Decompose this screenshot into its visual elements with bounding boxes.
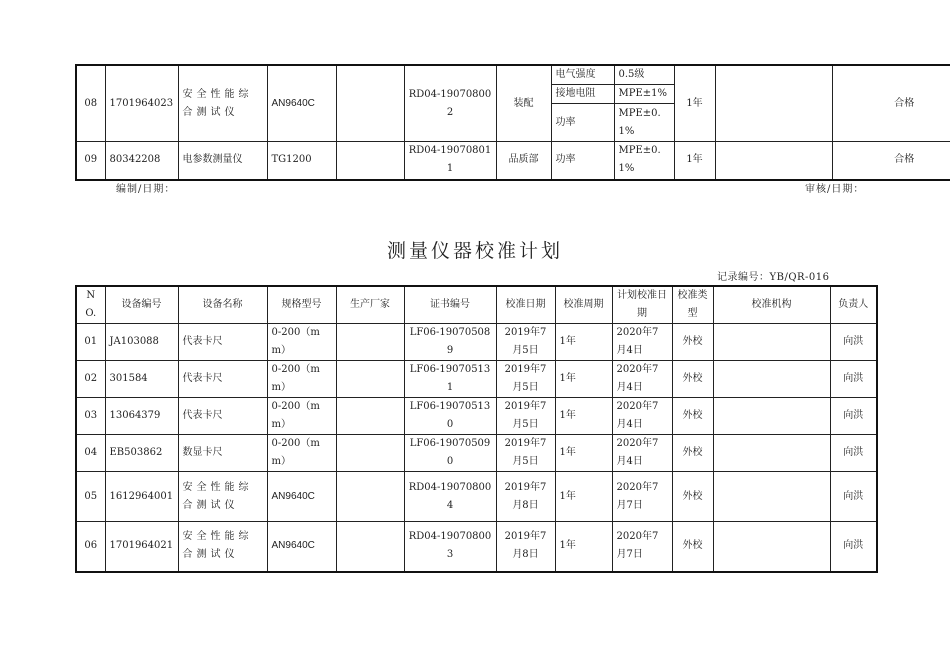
calibration-cycle: 1年 — [555, 435, 612, 472]
row-no: 04 — [76, 435, 105, 472]
equipment-name: 数显卡尺 — [178, 435, 267, 472]
calibration-date: 2019年7月5日 — [496, 361, 555, 398]
result: 合格 — [832, 142, 950, 180]
certificate-number: RD04-190708004 — [404, 472, 496, 522]
page-title: 测量仪器校准计划 — [386, 240, 563, 262]
model-spec: TG1200 — [267, 142, 336, 180]
manufacturer — [336, 324, 404, 361]
table-row — [76, 142, 950, 180]
certificate-number: RD04-190708011 — [404, 142, 496, 180]
equipment-name: 安全性能综合测试仪 — [178, 65, 267, 142]
header-row — [76, 286, 877, 324]
record-number: 记录编号：YB/QR-016 — [717, 272, 830, 283]
table-row — [76, 522, 877, 572]
row-no: 01 — [76, 324, 105, 361]
model-spec: 0-200（mm） — [267, 398, 336, 435]
calibration-type: 外校 — [672, 472, 713, 522]
calibration-date: 2019年7月8日 — [496, 472, 555, 522]
accuracy: MPE±1% — [614, 85, 674, 104]
manufacturer — [336, 435, 404, 472]
accuracy: MPE±0.1% — [614, 142, 674, 180]
equipment-number: JA103088 — [105, 324, 178, 361]
table-row — [76, 65, 950, 85]
parameter: 功率 — [551, 104, 614, 142]
header-cell: 计划校准日期 — [612, 286, 672, 324]
calibration-cycle: 1年 — [555, 398, 612, 435]
calibration-cycle: 1年 — [674, 65, 715, 142]
manufacturer — [336, 522, 404, 572]
owner: 向洪 — [830, 435, 877, 472]
department: 装配 — [496, 65, 551, 142]
model-spec: AN9640C — [267, 65, 336, 142]
planned-date: 2020年7月7日 — [612, 472, 672, 522]
owner: 向洪 — [830, 361, 877, 398]
equipment-name: 代表卡尺 — [178, 398, 267, 435]
certificate-number: LF06-190705131 — [404, 361, 496, 398]
header-cell: 校准周期 — [555, 286, 612, 324]
calibration-agency — [715, 65, 832, 142]
equipment-name: 安全性能综合测试仪 — [178, 522, 267, 572]
table-row — [76, 472, 877, 522]
planned-date: 2020年7月7日 — [612, 522, 672, 572]
planned-date: 2020年7月4日 — [612, 398, 672, 435]
parameter: 功率 — [551, 142, 614, 180]
calibration-agency — [713, 361, 830, 398]
calibration-cycle: 1年 — [555, 361, 612, 398]
planned-date: 2020年7月4日 — [612, 361, 672, 398]
header-cell: 校准机构 — [713, 286, 830, 324]
calibration-date: 2019年7月5日 — [496, 324, 555, 361]
accuracy: 0.5级 — [614, 65, 674, 85]
calibration-date: 2019年7月8日 — [496, 522, 555, 572]
manufacturer — [336, 361, 404, 398]
calibration-cycle: 1年 — [674, 142, 715, 180]
header-cell: NO. — [76, 286, 105, 324]
certificate-number: RD04-190708002 — [404, 65, 496, 142]
equipment-name: 代表卡尺 — [178, 324, 267, 361]
table-row — [76, 435, 877, 472]
planned-date: 2020年7月4日 — [612, 435, 672, 472]
equipment-number: EB503862 — [105, 435, 178, 472]
calibration-cycle: 1年 — [555, 522, 612, 572]
equipment-number: 1701964023 — [105, 65, 178, 142]
owner: 向洪 — [830, 472, 877, 522]
top-equipment-table — [75, 64, 950, 181]
calibration-type: 外校 — [672, 398, 713, 435]
calibration-type: 外校 — [672, 361, 713, 398]
header-cell: 生产厂家 — [336, 286, 404, 324]
manufacturer — [336, 65, 404, 142]
calibration-cycle: 1年 — [555, 324, 612, 361]
header-cell: 设备编号 — [105, 286, 178, 324]
model-spec: 0-200（mm） — [267, 361, 336, 398]
model-spec: 0-200（mm） — [267, 435, 336, 472]
manufacturer — [336, 142, 404, 180]
certificate-number: RD04-190708003 — [404, 522, 496, 572]
header-cell: 校准日期 — [496, 286, 555, 324]
equipment-number: 13064379 — [105, 398, 178, 435]
accuracy: MPE±0.1% — [614, 104, 674, 142]
table-row — [76, 361, 877, 398]
header-cell: 规格型号 — [267, 286, 336, 324]
row-no: 08 — [76, 65, 105, 142]
calibration-type: 外校 — [672, 435, 713, 472]
calibration-agency — [713, 522, 830, 572]
row-no: 05 — [76, 472, 105, 522]
calibration-type: 外校 — [672, 324, 713, 361]
parameter: 接地电阻 — [551, 85, 614, 104]
calibration-cycle: 1年 — [555, 472, 612, 522]
header-cell: 设备名称 — [178, 286, 267, 324]
certificate-number: LF06-190705090 — [404, 435, 496, 472]
planned-date: 2020年7月4日 — [612, 324, 672, 361]
certificate-number: LF06-190705130 — [404, 398, 496, 435]
result: 合格 — [832, 65, 950, 142]
reviewed-by-label: 审核/日期： — [805, 184, 865, 195]
calibration-date: 2019年7月5日 — [496, 398, 555, 435]
row-no: 02 — [76, 361, 105, 398]
row-no: 03 — [76, 398, 105, 435]
calibration-date: 2019年7月5日 — [496, 435, 555, 472]
calibration-type: 外校 — [672, 522, 713, 572]
table-row — [76, 324, 877, 361]
department: 品质部 — [496, 142, 551, 180]
equipment-name: 代表卡尺 — [178, 361, 267, 398]
model-spec: 0-200（mm） — [267, 324, 336, 361]
model-spec: AN9640C — [267, 472, 336, 522]
owner: 向洪 — [830, 522, 877, 572]
calibration-plan-table — [75, 285, 878, 573]
equipment-number: 80342208 — [105, 142, 178, 180]
calibration-agency — [715, 142, 832, 180]
manufacturer — [336, 398, 404, 435]
equipment-number: 1612964001 — [105, 472, 178, 522]
row-no: 06 — [76, 522, 105, 572]
prepared-by-label: 编制/日期： — [116, 184, 176, 195]
equipment-number: 301584 — [105, 361, 178, 398]
row-no: 09 — [76, 142, 105, 180]
manufacturer — [336, 472, 404, 522]
calibration-agency — [713, 472, 830, 522]
calibration-agency — [713, 398, 830, 435]
calibration-agency — [713, 435, 830, 472]
header-cell: 校准类型 — [672, 286, 713, 324]
owner: 向洪 — [830, 324, 877, 361]
owner: 向洪 — [830, 398, 877, 435]
header-cell: 负责人 — [830, 286, 877, 324]
parameter: 电气强度 — [551, 65, 614, 85]
table-row — [76, 398, 877, 435]
header-cell: 证书编号 — [404, 286, 496, 324]
equipment-name: 电参数测量仪 — [178, 142, 267, 180]
certificate-number: LF06-190705089 — [404, 324, 496, 361]
calibration-agency — [713, 324, 830, 361]
equipment-name: 安全性能综合测试仪 — [178, 472, 267, 522]
equipment-number: 1701964021 — [105, 522, 178, 572]
model-spec: AN9640C — [267, 522, 336, 572]
